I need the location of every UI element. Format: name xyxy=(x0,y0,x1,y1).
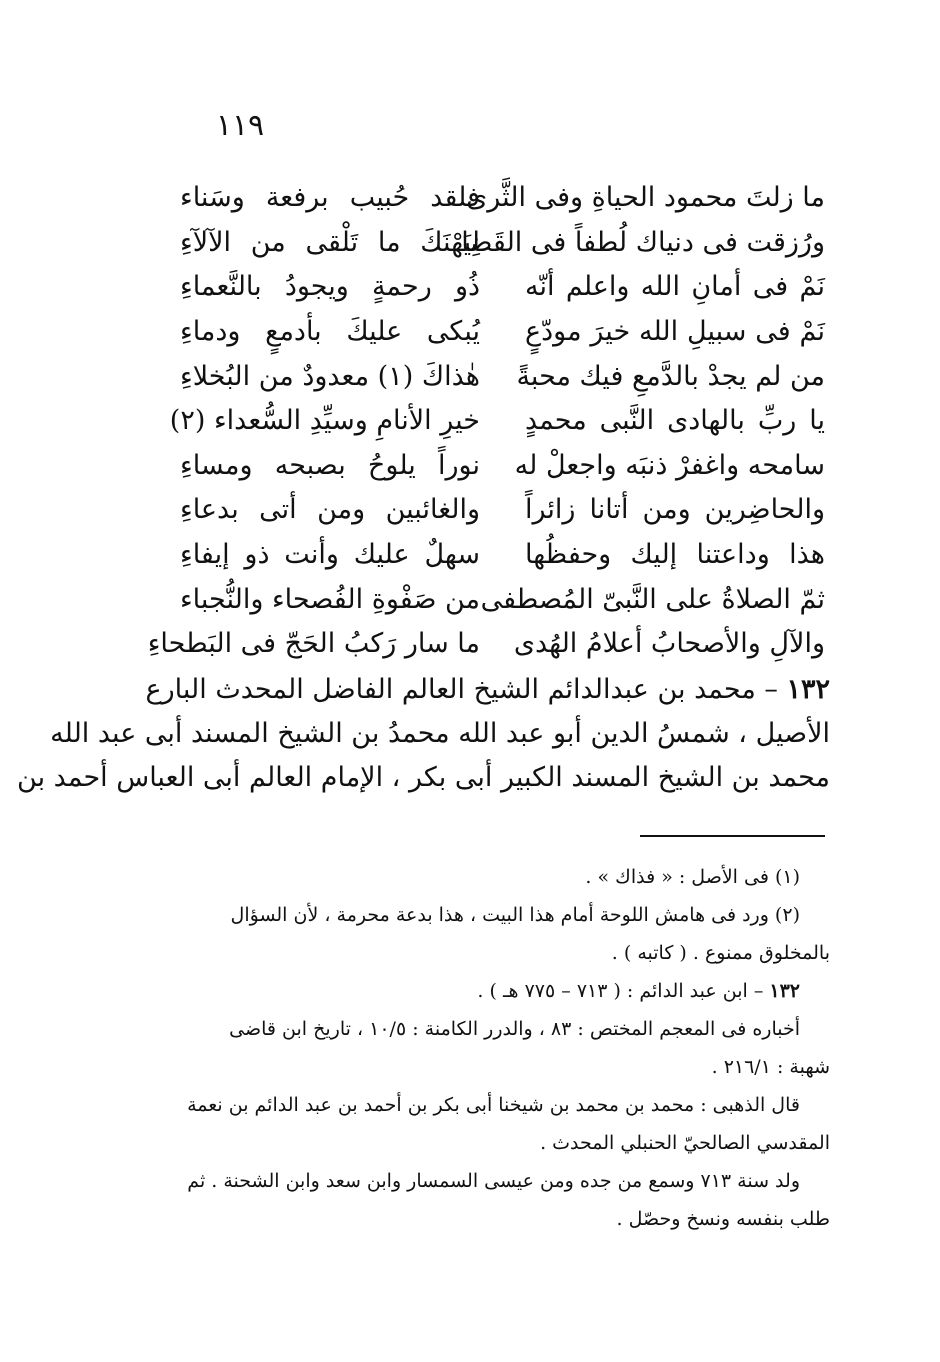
verse-second-hemistich: من صَفْوةِ الفُصحاء والنُّجباء xyxy=(179,583,480,615)
footnote-dhahabi: قال الذهبى : محمد بن محمد بن شيخنا أبى بكر بن أحمد بن عبد الدائم بن نعمة xyxy=(187,1094,800,1116)
biography-line: محمد بن الشيخ المسند الكبير أبى بكر ، الإمام العالم أبى العباس أحمد بن xyxy=(17,762,830,793)
verse-row xyxy=(160,354,830,399)
verse-first-hemistich: نَمْ فى سبيلِ الله خيرَ مودّعٍ xyxy=(525,316,825,348)
footnote-dhahabi-continuation: المقدسي الصالحيّ الحنبلي المحدث . xyxy=(540,1132,830,1154)
page-number: ١١٩ xyxy=(215,108,265,143)
poem-verses xyxy=(147,176,830,667)
verse-second-hemistich: ما سار رَكبُ الحَجّ فى البَطحاءِ xyxy=(147,628,480,660)
verse-row xyxy=(160,577,830,622)
verse-second-hemistich: هٰذاكَ (١) معدودٌ من البُخلاءِ xyxy=(180,360,480,392)
footnote-birth: ولد سنة ٧١٣ وسمع من جده ومن عيسى السمسار وابن سعد وابن الشحنة . ثم xyxy=(187,1170,800,1192)
verse-row xyxy=(147,622,830,667)
verse-row xyxy=(160,265,830,310)
verse-first-hemistich: ورُزقت فى دنياك لُطفاً فى القَضا xyxy=(461,226,825,258)
verse-row xyxy=(160,399,830,444)
verse-second-hemistich: لِيَهْنَكَ ما تَلْقى من الآلآءِ xyxy=(180,226,480,258)
verse-first-hemistich: نَمْ فى أمانِ الله واعلم أنّه xyxy=(525,271,825,303)
verse-row xyxy=(160,176,830,221)
footnote-2-continuation: بالمخلوق ممنوع . ( كاتبه ) . xyxy=(611,942,830,964)
footnote-132 xyxy=(160,974,830,1008)
verse-first-hemistich: والحاضِرين ومن أتانا زائراً xyxy=(525,494,825,526)
verse-second-hemistich: نوراً يلوحُ بصبحه ومساءِ xyxy=(180,449,480,481)
footnote-1: (١) فى الأصل : « فذاك » . xyxy=(585,866,800,888)
verse-second-hemistich: ذُو رحمةٍ ويجودُ بالنَّعماءِ xyxy=(180,271,480,303)
verse-row xyxy=(160,444,830,489)
verse-first-hemistich: من لم يجدْ بالدَّمعِ فيك محبةً xyxy=(516,360,825,392)
entry-number: ١٣٢ xyxy=(786,674,830,705)
verse-second-hemistich: والغائبين ومن أتى بدعاءِ xyxy=(180,494,480,526)
footnote-entry-number: ١٣٢ xyxy=(769,980,800,1002)
verse-second-hemistich: خيرِ الأنامِ وسيِّدِ السُّعداء (٢) xyxy=(169,405,480,437)
verse-first-hemistich: هذا وداعتنا إليك وحفظُها xyxy=(525,539,825,571)
biography-line: الأصيل ، شمسُ الدين أبو عبد الله محمدُ بن الشيخ المسند أبى عبد الله xyxy=(50,718,830,749)
verse-row xyxy=(160,488,830,533)
footnote-sources: أخباره فى المعجم المختص : ٨٣ ، والدرر الكامنة : ١٠/٥ ، تاريخ ابن قاضى xyxy=(229,1018,800,1040)
biography-text: – محمد بن عبدالدائم الشيخ العالم الفاضل المحدث البارع xyxy=(145,674,778,705)
verse-first-hemistich: يا ربِّ بالهادى النَّبى محمدٍ xyxy=(525,405,825,437)
verse-first-hemistich: والآلِ والأصحابُ أعلامُ الهُدى xyxy=(513,628,825,660)
footnote-2: (٢) ورد فى هامش اللوحة أمام هذا البيت ، هذا بدعة محرمة ، لأن السؤال xyxy=(230,904,800,926)
verse-row xyxy=(160,310,830,355)
footnote-entry-title: – ابن عبد الدائم : ( ٧١٣ – ٧٧٥ هـ ) . xyxy=(477,980,764,1002)
biography-entry xyxy=(17,668,830,800)
verse-first-hemistich: ثمّ الصلاةُ على النَّبىّ المُصطفى xyxy=(480,583,825,615)
verse-second-hemistich: سهلٌ عليك وأنت ذو إيفاءِ xyxy=(180,539,480,571)
verse-first-hemistich: سامحه واغفرْ ذنبَه واجعلْ له xyxy=(514,449,825,481)
footnotes xyxy=(160,860,830,1240)
biography-line xyxy=(145,668,830,712)
verse-row xyxy=(160,533,830,578)
verse-first-hemistich: ما زلتَ محمود الحياةِ وفى الثَّرى xyxy=(466,182,825,214)
verse-second-hemistich: فلقد حُبيب برفعة وسَناء xyxy=(180,182,480,214)
footnote-sources-continuation: شهبة : ٢١٦/١ . xyxy=(711,1056,830,1078)
verse-row xyxy=(160,221,830,266)
footnote-divider xyxy=(640,835,825,837)
verse-second-hemistich: يُبكى عليكَ بأدمعٍ ودماءِ xyxy=(180,316,480,348)
footnote-birth-continuation: طلب بنفسه ونسخ وحصّل . xyxy=(616,1208,830,1230)
